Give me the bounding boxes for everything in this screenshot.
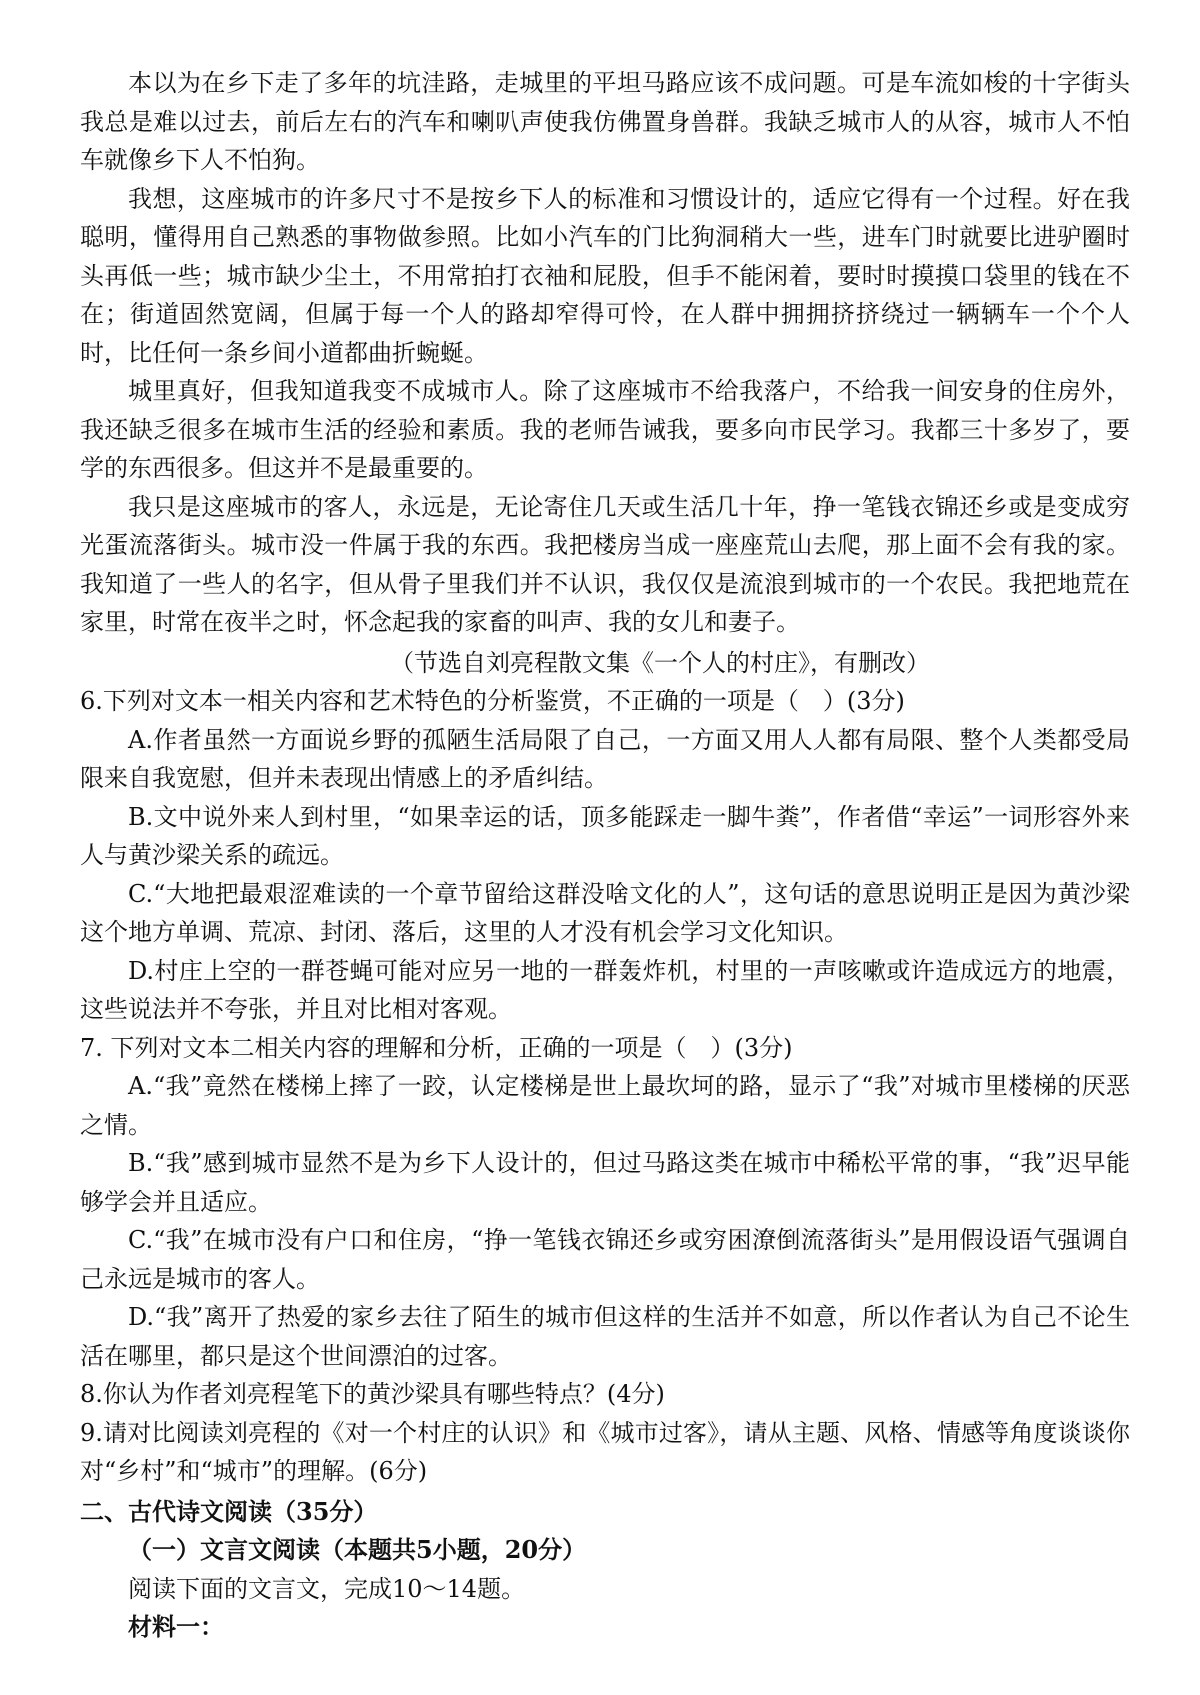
option-a: A.“我”竟然在楼梯上摔了一跤，认定楼梯是世上最坎坷的路，显示了“我”对城市里楼梯的厌恶之情。 xyxy=(80,1072,1130,1139)
question-8 xyxy=(80,1375,1130,1414)
question-6 xyxy=(80,682,1130,1029)
question-9 xyxy=(80,1414,1130,1491)
section-classical xyxy=(80,1493,1130,1647)
passage-paragraph-3: 城里真好，但我知道我变不成城市人。除了这座城市不给我落户，不给我一间安身的住房外，我还缺乏很多在城市生活的经验和素质。我的老师告诫我，要多向市民学习。我都三十多岁了，要学的东西很多。但这并不是最重要的。 xyxy=(80,377,1130,482)
passage-paragraph-1: 本以为在乡下走了多年的坑洼路，走城里的平坦马路应该不成问题。可是车流如梭的十字街头我总是难以过去，前后左右的汽车和喇叭声使我仿佛置身兽群。我缺乏城市人的从容，城市人不怕车就像乡下人不怕狗。 xyxy=(80,69,1130,174)
option-b: B.“我”感到城市显然不是为乡下人设计的，但过马路这类在城市中稀松平常的事，“我”迟早能够学会并且适应。 xyxy=(80,1149,1130,1216)
passage-paragraph-2: 我想，这座城市的许多尺寸不是按乡下人的标准和习惯设计的，适应它得有一个过程。好在我聪明，懂得用自己熟悉的事物做参照。比如小汽车的门比狗洞稍大一些，进车门时就要比进驴圈时头再低一些；城市缺少尘土，不用常拍打衣袖和屁股，但手不能闲着，要时时摸摸口袋里的钱在不在；街道固然宽阔，但属于每一个人的路却窄得可怜，在人群中拥拥挤挤绕过一辆辆车一个个人时，比任何一条乡间小道都曲折蜿蜒。 xyxy=(80,184,1130,367)
passage xyxy=(80,64,1130,682)
passage-paragraph-4: 我只是这座城市的客人，永远是，无论寄住几天或生活几十年，挣一笔钱衣锦还乡或是变成穷光蛋流落街头。城市没一件属于我的东西。我把楼房当成一座座荒山去爬，那上面不会有我的家。我知道了一些人的名字，但从骨子里我们并不认识，我仅仅是流浪到城市的一个农民。我把地荒在家里，时常在夜半之时，怀念起我的家畜的叫声、我的女儿和妻子。 xyxy=(80,492,1130,636)
section-heading: 二、古代诗文阅读（35分） xyxy=(80,1496,378,1526)
question-stem: 7. 下列对文本二相关内容的理解和分析，正确的一项是（ ）(3分) xyxy=(80,1033,793,1062)
option-c: C.“我”在城市没有户口和住房，“挣一笔钱衣锦还乡或穷困潦倒流落街头”是用假设语气强调自己永远是城市的客人。 xyxy=(80,1226,1130,1293)
passage-source: （节选自刘亮程散文集《一个人的村庄》，有删改） xyxy=(390,648,930,677)
question-stem: 6.下列对文本一相关内容和艺术特色的分析鉴赏，不正确的一项是（ ）(3分) xyxy=(80,687,905,715)
option-c: C.“大地把最艰涩难读的一个章节留给这群没啥文化的人”，这句话的意思说明正是因为黄沙梁这个地方单调、荒凉、封闭、落后，这里的人才没有机会学习文化知识。 xyxy=(80,879,1130,946)
option-d: D.村庄上空的一群苍蝇可能对应另一地的一群轰炸机，村里的一声咳嗽或许造成远方的地震，这些说法并不夸张，并且对比相对客观。 xyxy=(80,956,1130,1023)
option-d: D.“我”离开了热爱的家乡去往了陌生的城市但这样的生活并不如意，所以作者认为自己不论生活在哪里，都只是这个世间漂泊的过客。 xyxy=(80,1303,1130,1370)
question-7 xyxy=(80,1029,1130,1376)
option-b: B.文中说外来人到村里，“如果幸运的话，顶多能踩走一脚牛粪”，作者借“幸运”一词形容外来人与黄沙梁关系的疏远。 xyxy=(80,802,1130,869)
question-stem: 9.请对比阅读刘亮程的《对一个村庄的认识》和《城市过客》，请从主题、风格、情感等角度谈谈你对“乡村”和“城市”的理解。(6分) xyxy=(80,1418,1130,1485)
question-stem: 8.你认为作者刘亮程笔下的黄沙梁具有哪些特点？(4分) xyxy=(80,1380,665,1408)
material-label: 材料一： xyxy=(128,1612,224,1641)
section-subheading: （一）文言文阅读（本题共5小题，20分） xyxy=(128,1535,587,1564)
section-instruction: 阅读下面的文言文，完成10～14题。 xyxy=(128,1574,526,1603)
option-a: A.作者虽然一方面说乡野的孤陋生活局限了自己，一方面又用人人都有局限、整个人类都受局限来自我宽慰，但并未表现出情感上的矛盾纠结。 xyxy=(80,725,1130,792)
